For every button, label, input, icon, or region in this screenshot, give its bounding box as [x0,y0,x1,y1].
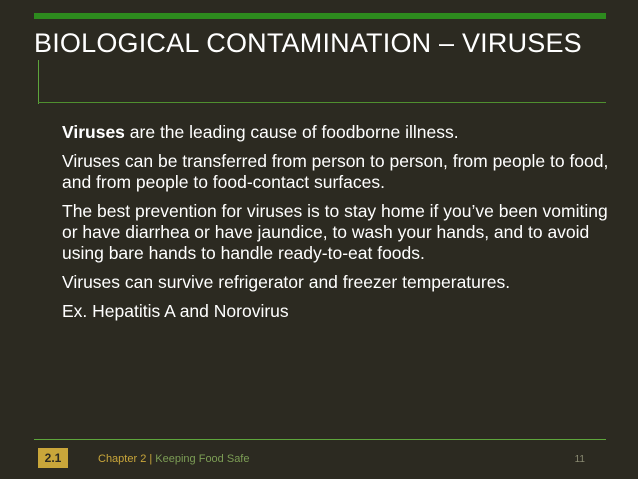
slide-title: BIOLOGICAL CONTAMINATION – VIRUSES [34,28,582,58]
footer-divider [34,439,606,440]
paragraph-examples: Ex. Hepatitis A and Norovirus [62,301,289,321]
bold-term-viruses: Viruses [62,122,125,142]
paragraph-prevention: The best prevention for viruses is to stay home if you’ve been vomiting or have diarrhea or have jaundice, to wash your hands, and to avoid using bare hands to handle ready-to-eat foods. [62,201,608,263]
chapter-label: Chapter 2 [98,453,147,465]
page-number: 11 [574,454,585,465]
slide-body [62,122,610,330]
title-vertical-rule [38,60,39,104]
section-badge: 2.1 [38,448,68,468]
paragraph-transfer: Viruses can be transferred from person to person, from people to food, and from people to food-contact surfaces. [62,151,609,192]
chapter-separator: | [146,453,156,465]
paragraph-leading-cause [62,122,610,143]
title-divider [38,102,606,103]
footer-chapter [98,452,249,466]
chapter-title: Keeping Food Safe [155,453,250,465]
paragraph-text: are the leading cause of foodborne illness. [124,122,459,142]
paragraph-survival: Viruses can survive refrigerator and freezer temperatures. [62,272,511,292]
top-accent-bar [34,13,606,19]
